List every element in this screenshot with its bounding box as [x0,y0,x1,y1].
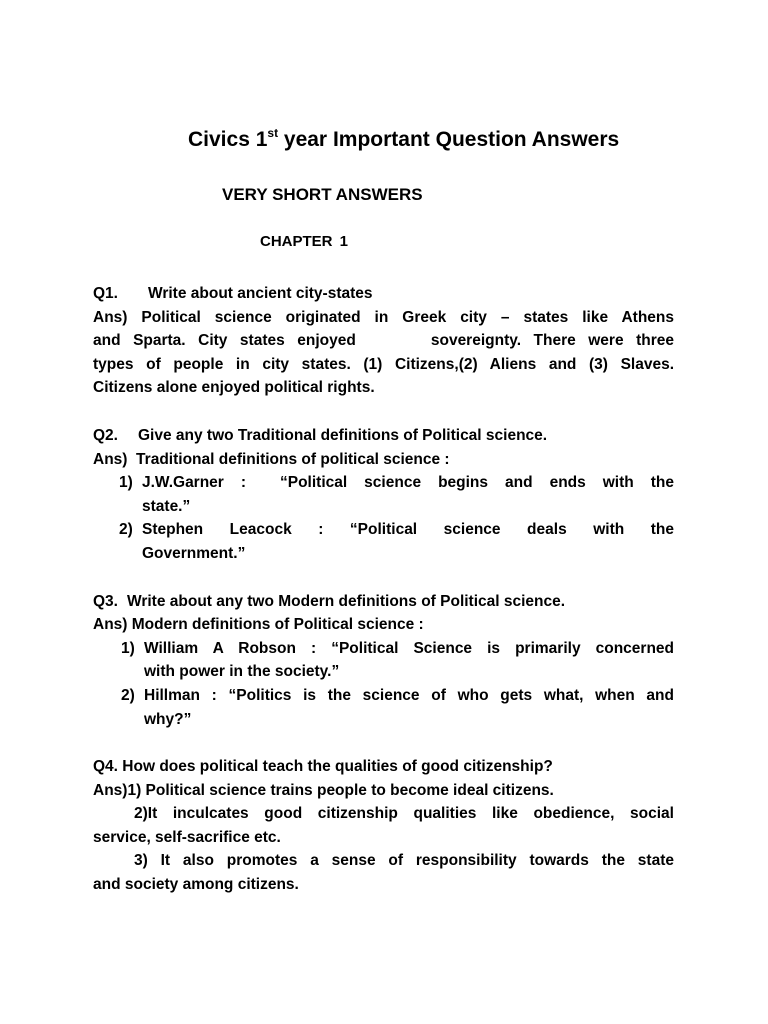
q3-list-item [93,684,674,731]
q3-text: Write about any two Modern definitions of Political science. [126,592,566,610]
q4-answer-line: and society among citizens. [93,876,299,894]
section-heading: VERY SHORT ANSWERS [222,185,423,204]
q2-text: Give any two Traditional definitions of Political science. [137,426,548,444]
q2-question [93,424,674,448]
q2-item-line: Stephen Leacock : “Political science deals with the [142,521,674,539]
q1-answer-line: Ans) Political science originated in Greek city – states like Athens [93,308,674,326]
q3-number: Q3. [93,592,118,610]
q1-answer-line: and Sparta. City states enjoyed sovereignty. There were three [93,332,674,350]
q4-answer-line: service, self-sacrifice etc. [93,828,281,846]
q1-text: Write about ancient city-states [147,285,373,302]
q2-item-line: state.” [142,497,191,515]
q4-answer-line: 3) It also promotes a sense of responsibility towards the state [134,852,674,870]
q3-list-item [93,637,674,684]
q2-answer-intro: Ans) Traditional definitions of political science : [93,450,450,468]
q2-item-line: J.W.Garner : “Political science begins and ends with the [142,474,674,492]
page-title [188,128,619,152]
q3-item-line: with power in the society.” [144,663,340,681]
chapter-heading: CHAPTER 1 [260,233,349,250]
q1-answer-line: Citizens alone enjoyed political rights. [93,379,375,397]
q1-number: Q1. [93,285,118,302]
q3-item-number: 2) [121,686,135,704]
q2-item-number: 1) [119,474,133,492]
q3-item-line: why?” [144,710,192,728]
q2-list-item [93,471,674,518]
title-rest: year Important Question Answers [278,128,620,151]
q2-item-number: 2) [119,521,133,539]
q3-answer-intro: Ans) Modern definitions of Political science : [93,616,424,634]
q1-question [93,282,674,306]
q3-item-number: 1) [121,639,135,657]
q4-answer-line: 2)It inculcates good citizenship qualities like obedience, social [134,805,674,823]
q4-answer-line: Ans)1) Political science trains people to become ideal citizens. [93,781,554,799]
q3-item-line: William A Robson : “Political Science is primarily concerned [144,639,674,657]
q2-list-item [93,518,674,565]
title-main: Civics 1 [188,128,268,151]
q3-question [93,590,674,614]
q3-item-line: Hillman : “Politics is the science of who gets what, when and [144,686,674,704]
title-superscript: st [267,126,279,140]
q4-question: Q4. How does political teach the qualities of good citizenship? [93,758,553,776]
q2-number: Q2. [93,426,118,444]
q1-answer-line: types of people in city states. (1) Citizens,(2) Aliens and (3) Slaves. [93,355,674,373]
qa-content [93,282,674,897]
q2-item-line: Government.” [142,544,246,562]
